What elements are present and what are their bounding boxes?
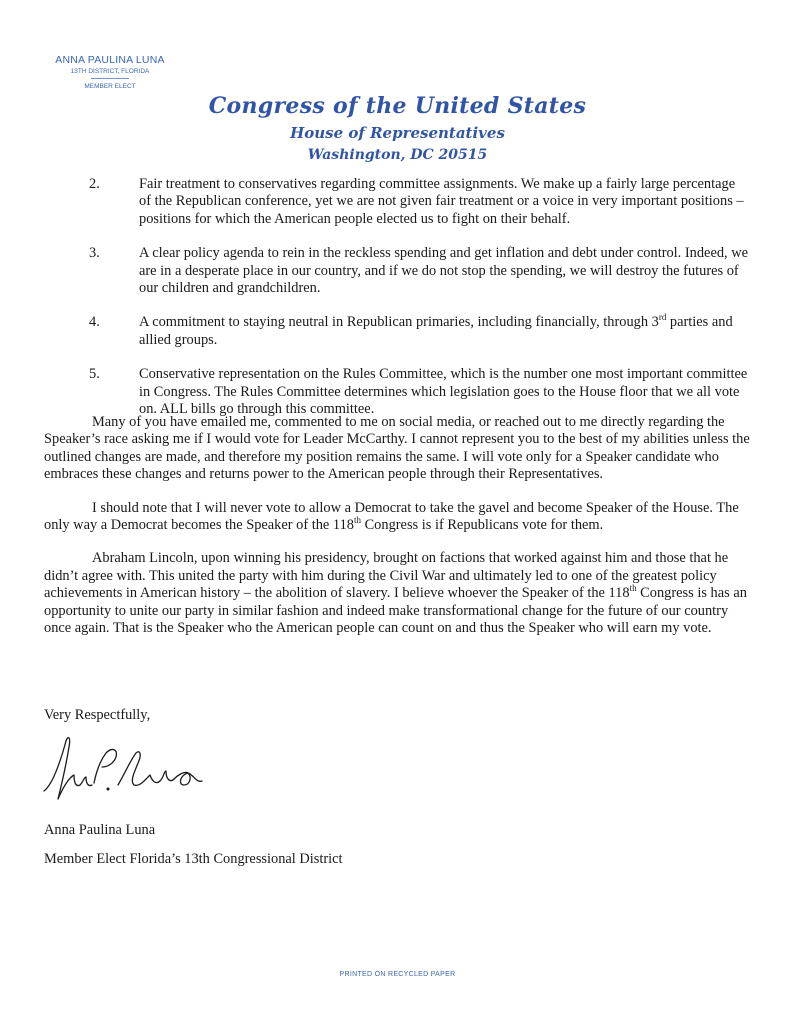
- body-paragraph: Many of you have emailed me, commented to me on social media, or reached out to me directly regarding the Speaker’s race asking me if I would vote for Leader McCarthy. I cannot represent you to the best of my abilities unless the outlined changes are made, and therefore my position remains the same. I will vote only for a Speaker candidate who embraces these changes and returns power to the American people through their Representatives.: [44, 414, 750, 483]
- paragraph-part: I should note that I will never vote to allow a Democrat to take the gavel and become Speaker of the House. The only way a Democrat becomes the Speaker of the 118: [44, 499, 739, 534]
- member-name: ANNA PAULINA LUNA: [55, 54, 165, 66]
- list-text: Fair treatment to conservatives regarding committee assignments. We make up a fairly large percentage of the Republican conference, yet we are not given fair treatment or a voice in very important positions – positions for which the American people elected us to fight on their behalf.: [139, 176, 744, 227]
- ordinal-suffix: th: [629, 583, 637, 594]
- list-text: Conservative representation on the Rules Committee, which is the number one most important committee in Congress. The Rules Committee determines which legislation goes to the House floor that we all vote on. ALL bills go through this committee.: [139, 366, 748, 418]
- list-text: [139, 314, 749, 349]
- list-item: [89, 176, 749, 228]
- letterhead-congress: Congress of the United States: [208, 93, 587, 119]
- paragraph-part: Congress is has an opportunity to unite our party in similar fashion and indeed make transformational change for the future of our country once again. That is the Speaker who the American people can count on and thus the Speaker who will earn my vote.: [44, 585, 747, 637]
- paragraph-part: Congress is if Republicans vote for them.: [360, 517, 604, 534]
- list-item: [89, 245, 749, 297]
- demands-list: [89, 176, 749, 435]
- member-divider: [91, 78, 129, 79]
- list-text: A clear policy agenda to rein in the reckless spending and get inflation and debt under control. Indeed, we are in a desperate place in our country, and if we do not stop the spending, we will destroy the futures of our children and grandchildren.: [139, 245, 749, 297]
- list-number: 3.: [89, 245, 100, 262]
- body-paragraph: [44, 500, 752, 535]
- list-number: 4.: [89, 314, 100, 331]
- member-district: 13TH DISTRICT, FLORIDA: [70, 68, 150, 75]
- closing-salutation: Very Respectfully,: [44, 707, 151, 723]
- signer-title: Member Elect Florida’s 13th Congressional District: [44, 851, 343, 867]
- list-text-part: parties and allied groups.: [139, 314, 733, 348]
- member-block: [50, 54, 170, 91]
- letter-body: [44, 414, 752, 653]
- list-number: 5.: [89, 366, 100, 383]
- signer-name: Anna Paulina Luna: [44, 822, 156, 838]
- letterhead-location: Washington, DC 20515: [307, 147, 488, 163]
- signature-image: [38, 733, 208, 808]
- list-text-part: A commitment to staying neutral in Republican primaries, including financially, through 3: [139, 314, 659, 331]
- list-item: [89, 366, 749, 418]
- body-paragraph: [44, 550, 752, 637]
- member-status: MEMBER ELECT: [84, 83, 136, 90]
- recycled-paper-footer: PRINTED ON RECYCLED PAPER: [339, 971, 456, 978]
- paragraph-part: Abraham Lincoln, upon winning his presidency, brought on factions that worked against him and those that he didn’t agree with. This united the party with him during the Civil War and ultimately led to one of the greatest policy achievements in American history – the abolition of slavery. I believe whoever the Speaker of the 118: [44, 550, 729, 602]
- letterhead-house: House of Representatives: [290, 124, 505, 142]
- list-item: [89, 314, 749, 349]
- ordinal-suffix: th: [353, 515, 361, 526]
- list-number: 2.: [89, 176, 100, 192]
- ordinal-suffix: rd: [658, 312, 667, 323]
